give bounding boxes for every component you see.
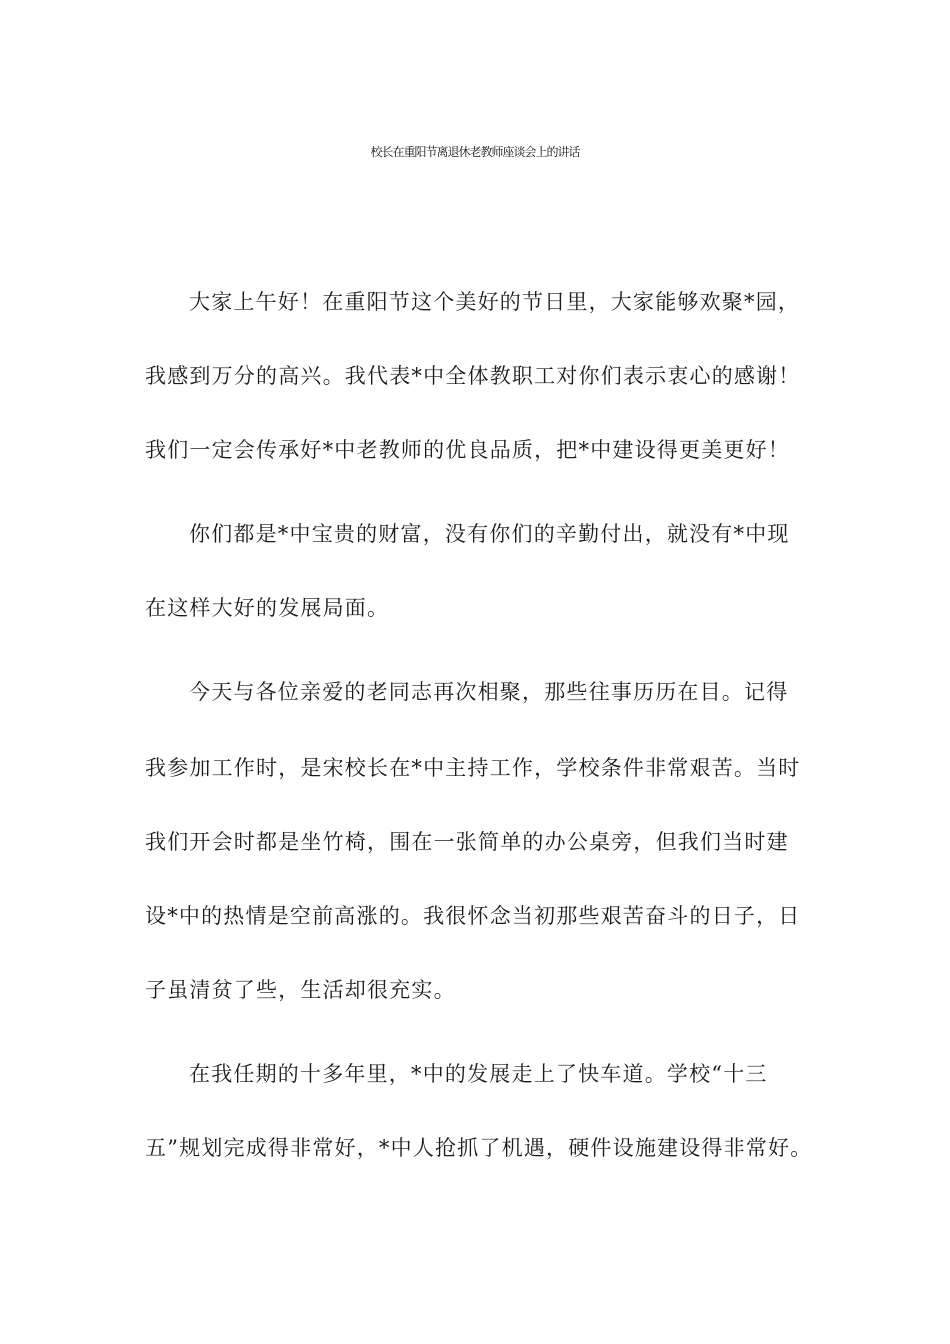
paragraph-1-line-1: 大家上午好！在重阳节这个美好的节日里，大家能够欢聚*园， bbox=[189, 290, 801, 314]
paragraph-4-line-2: 五”规划完成得非常好，*中人抢抓了机遇，硬件设施建设得非常好。 bbox=[145, 1136, 813, 1160]
paragraph-4-line-1: 在我任期的十多年里，*中的发展走上了快车道。学校“十三 bbox=[189, 1062, 768, 1086]
paragraph-2-line-1: 你们都是*中宝贵的财富，没有你们的辛勤付出，就没有*中现 bbox=[189, 522, 790, 546]
paragraph-3-line-5: 子虽清贫了些，生活却很充实。 bbox=[145, 978, 456, 1002]
paragraph-2-line-2: 在这样大好的发展局面。 bbox=[145, 596, 390, 620]
paragraph-3-line-1: 今天与各位亲爱的老同志再次相聚，那些往事历历在目。记得 bbox=[189, 680, 789, 704]
paragraph-1-line-2: 我感到万分的高兴。我代表*中全体教职工对你们表示衷心的感谢！ bbox=[145, 364, 801, 388]
document-title: 校长在重阳节离退休老教师座谈会上的讲话 bbox=[370, 145, 580, 159]
paragraph-3-line-3: 我们开会时都是坐竹椅，围在一张简单的办公桌旁，但我们当时建 bbox=[145, 830, 789, 854]
paragraph-3-line-2: 我参加工作时，是宋校长在*中主持工作，学校条件非常艰苦。当时 bbox=[145, 756, 801, 780]
paragraph-3-line-4: 设*中的热情是空前高涨的。我很怀念当初那些艰苦奋斗的日子，日 bbox=[145, 904, 801, 928]
paragraph-1-line-3: 我们一定会传承好*中老教师的优良品质，把*中建设得更美更好！ bbox=[145, 438, 790, 462]
